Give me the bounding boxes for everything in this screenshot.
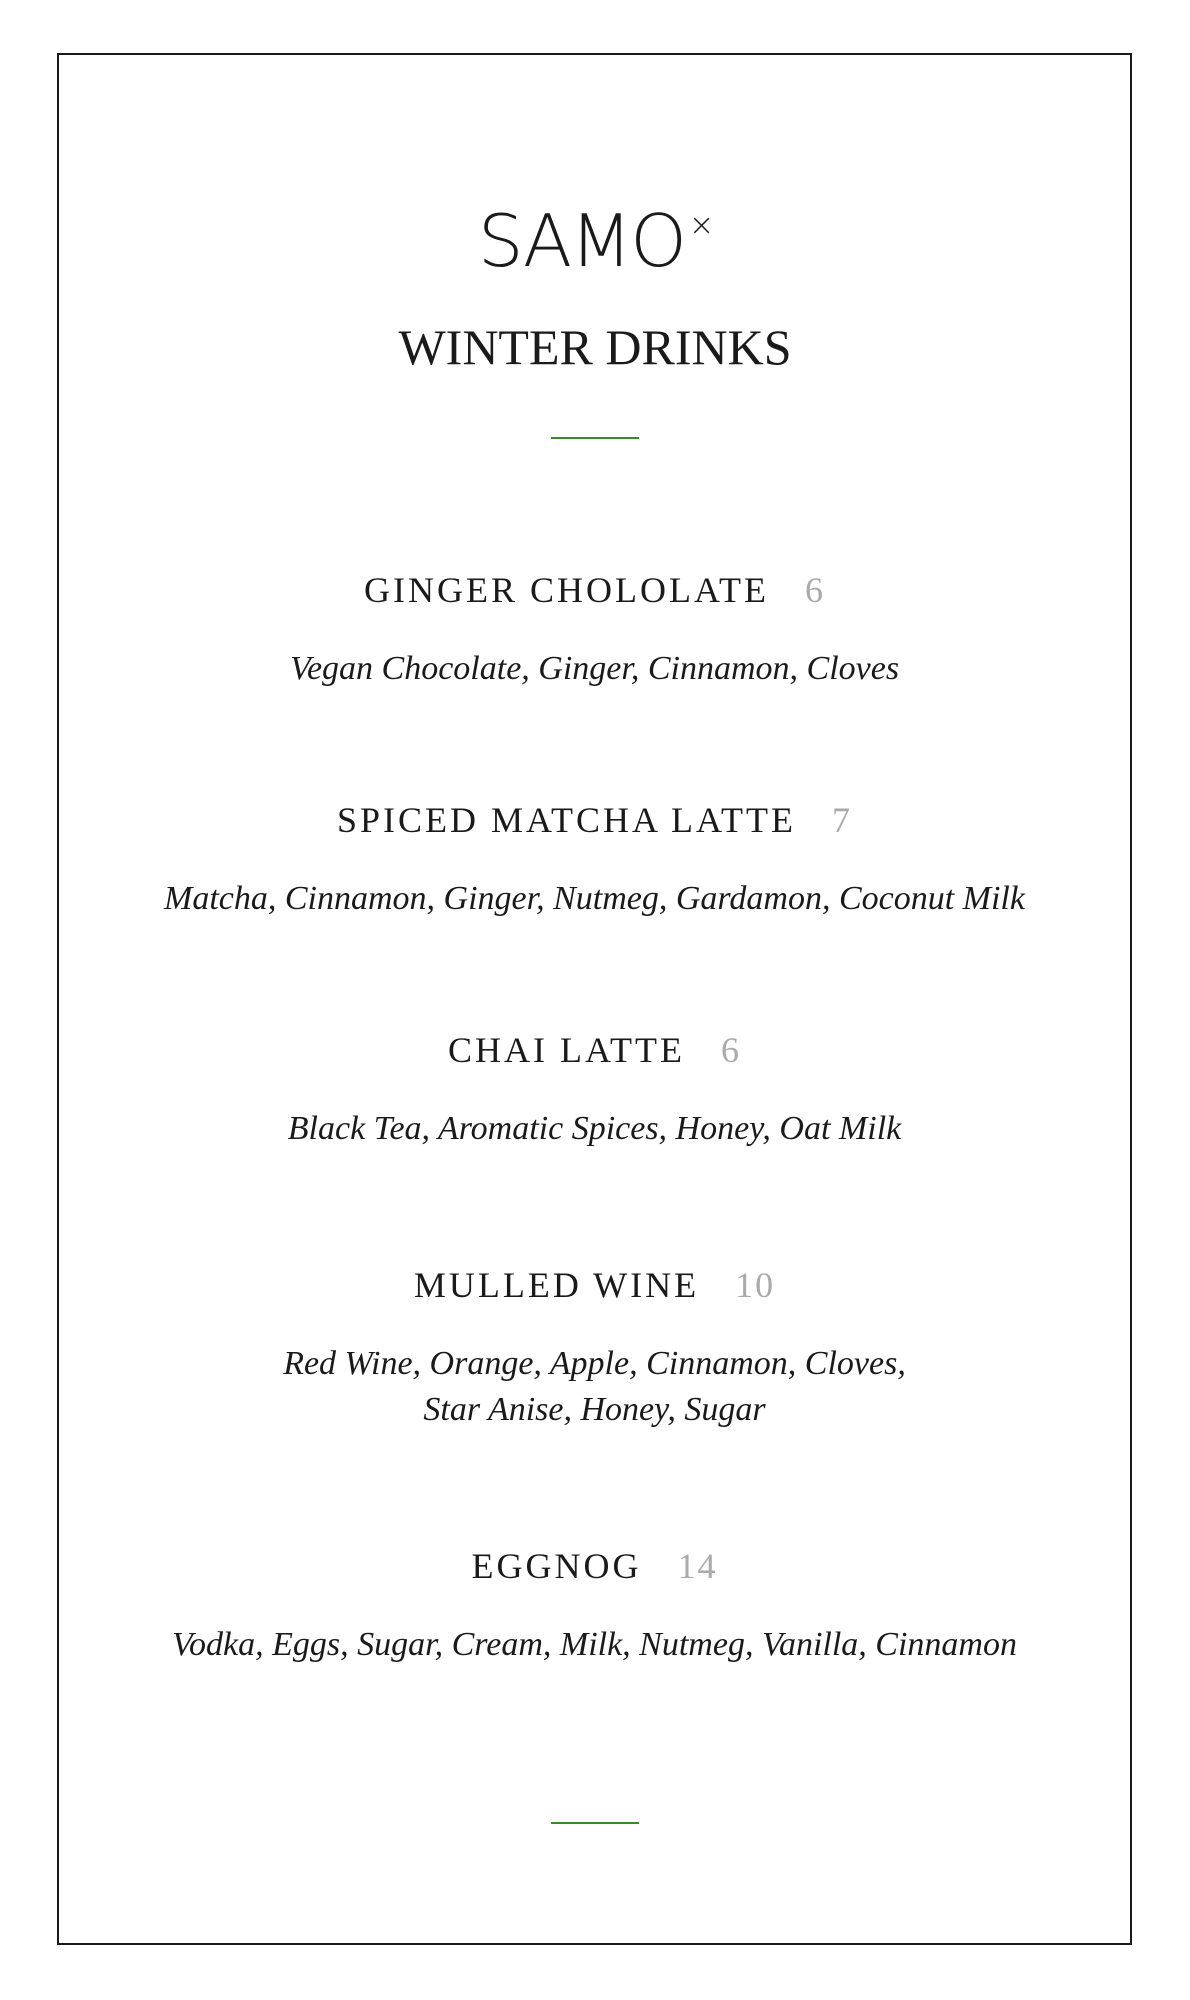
- menu-item-header: [57, 1267, 1132, 1303]
- bottom-divider: [551, 1822, 639, 1824]
- menu-item-description-line: Star Anise, Honey, Sugar: [423, 1391, 766, 1428]
- menu-item-description: [57, 1106, 1132, 1152]
- menu-item-price: 10: [735, 1265, 776, 1305]
- brand-name: SAMO: [477, 199, 685, 283]
- menu-item-ginger-chocolate: [57, 572, 1132, 692]
- menu-item-description-line: Red Wine, Orange, Apple, Cinnamon, Cloves,: [283, 1345, 906, 1382]
- brand-mark: ×: [688, 208, 713, 243]
- page-title: WINTER DRINKS: [398, 319, 792, 375]
- menu-item-description-line: Vodka, Eggs, Sugar, Cream, Milk, Nutmeg, Vanilla, Cinnamon: [172, 1626, 1017, 1663]
- menu-item-description: [57, 646, 1132, 692]
- menu-item-description: [57, 1341, 1132, 1433]
- menu-item-header: [57, 572, 1132, 608]
- menu-item-mulled-wine: [57, 1267, 1132, 1433]
- menu-item-eggnog: [57, 1548, 1132, 1668]
- menu-item-description-line: Matcha, Cinnamon, Ginger, Nutmeg, Gardamon, Coconut Milk: [164, 880, 1025, 917]
- menu-item-name: MULLED WINE: [413, 1265, 700, 1305]
- menu-item-description-line: Black Tea, Aromatic Spices, Honey, Oat Milk: [287, 1110, 902, 1147]
- menu-item-description-line: Vegan Chocolate, Ginger, Cinnamon, Cloves: [289, 650, 900, 687]
- menu-item-header: [57, 802, 1132, 838]
- menu-item-description: [57, 1622, 1132, 1668]
- menu-item-price: 6: [804, 570, 825, 610]
- menu-item-header: [57, 1548, 1132, 1584]
- menu-item-price: 14: [677, 1546, 718, 1586]
- menu-item-name: SPICED MATCHA LATTE: [336, 800, 797, 840]
- menu-item-chai-latte: [57, 1032, 1132, 1152]
- top-divider: [551, 437, 639, 439]
- menu-item-name: EGGNOG: [471, 1546, 642, 1586]
- menu-item-name: GINGER CHOLOLATE: [364, 570, 769, 610]
- menu-item-price: 6: [720, 1030, 741, 1070]
- menu-item-price: 7: [832, 800, 853, 840]
- menu-item-spiced-matcha-latte: [57, 802, 1132, 922]
- menu-item-description: [57, 876, 1132, 922]
- menu-item-header: [57, 1032, 1132, 1068]
- menu-item-name: CHAI LATTE: [448, 1030, 685, 1070]
- brand-logo: [0, 199, 1190, 283]
